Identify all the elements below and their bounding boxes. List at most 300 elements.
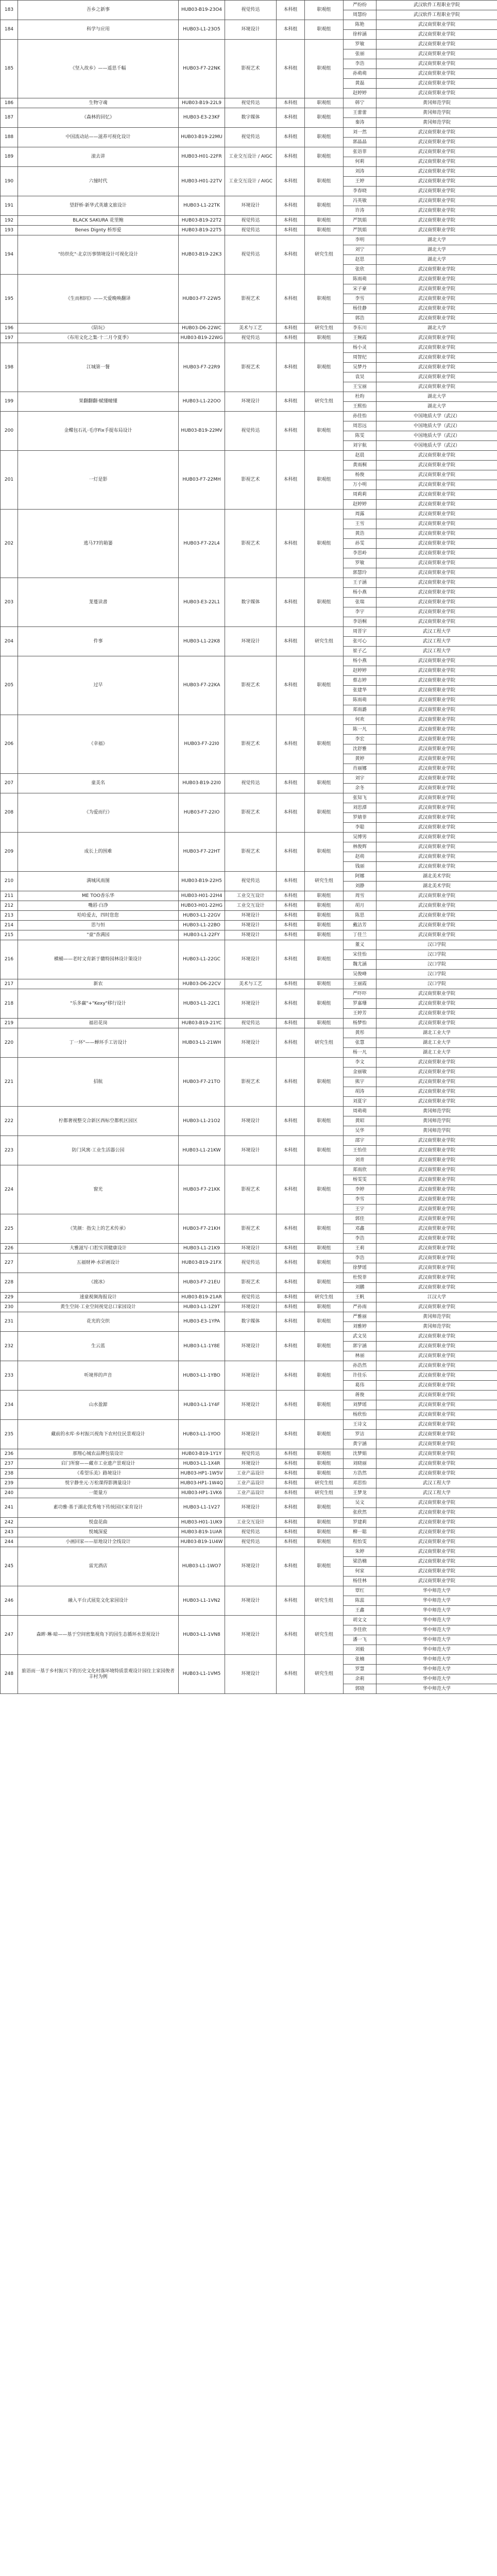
member-school: 武汉商贸职业学院	[376, 1205, 497, 1214]
table-row	[1, 793, 497, 803]
entry-category: 影视艺术	[225, 1273, 277, 1293]
entry-number: 210	[1, 872, 18, 891]
entry-code: HUB03-L1-21WH	[179, 1028, 225, 1058]
member-school: 武汉工程大学	[376, 637, 497, 647]
member-school: 武汉商贸职业学院	[376, 813, 497, 823]
entry-code: HUB03-L1-22TK	[179, 196, 225, 216]
entry-code: HUB03-L1-21KW	[179, 1136, 225, 1165]
table-row	[1, 989, 497, 999]
member-name: 罗敏	[344, 40, 376, 49]
entry-code: HUB03-L1-22C1	[179, 989, 225, 1019]
member-school: 武汉商贸职业学院	[376, 333, 497, 343]
member-name: 李浩	[344, 1253, 376, 1263]
entry-group: 职观组	[305, 1214, 344, 1244]
member-name: 崔子乙	[344, 647, 376, 656]
entry-number: 202	[1, 510, 18, 578]
entry-title: 启门所窗——藏市工业遗产景观设计	[18, 1459, 179, 1469]
entry-number: 240	[1, 1488, 18, 1498]
entry-title: 《生而相同》——天爱晚唤翻译	[18, 275, 179, 324]
member-name: 李雪	[344, 294, 376, 304]
entry-code: HUB03-H01-1UK9	[179, 1518, 225, 1528]
entry-level: 本科组	[277, 1, 305, 20]
table-row	[1, 20, 497, 30]
entry-category: 视觉传达	[225, 1528, 277, 1537]
entry-category: 视觉传达	[225, 1293, 277, 1302]
entry-number: 195	[1, 275, 18, 324]
entry-code: HUB03-F7-22NK	[179, 40, 225, 98]
entry-category: 影视艺术	[225, 1165, 277, 1214]
entry-number: 232	[1, 1332, 18, 1361]
member-school: 黄冈师范学院	[376, 98, 497, 108]
member-name: 魏尤涵	[344, 960, 376, 970]
member-school: 武汉商贸职业学院	[376, 989, 497, 999]
entry-number: 235	[1, 1420, 18, 1449]
member-school: 武汉商贸职业学院	[376, 382, 497, 392]
entry-code: HUB03-L1-1VN2	[179, 1586, 225, 1616]
entry-group: 职观组	[305, 1469, 344, 1479]
entry-code: HUB03-F7-22IO	[179, 793, 225, 833]
member-school: 武汉商贸职业学院	[376, 1577, 497, 1586]
member-name: 朱婷	[344, 1547, 376, 1557]
member-school: 武汉商贸职业学院	[376, 519, 497, 529]
member-school: 武汉商贸职业学院	[376, 1283, 497, 1293]
entry-group: 职观组	[305, 774, 344, 793]
entry-code: HUB03-D6-22CV	[179, 979, 225, 989]
entry-code: HUB03-F7-21TO	[179, 1058, 225, 1107]
member-school: 武汉商贸职业学院	[376, 842, 497, 852]
entry-level: 本科组	[277, 940, 305, 979]
entry-number: 196	[1, 324, 18, 333]
member-school: 武汉商贸职业学院	[376, 656, 497, 666]
entry-group: 职观组	[305, 128, 344, 147]
member-name: 张慧	[344, 1038, 376, 1048]
entry-title: 《陪玩》	[18, 324, 179, 333]
entry-category: 视觉传达	[225, 1253, 277, 1273]
entry-level: 本科组	[277, 1518, 305, 1528]
member-name: 孙浩然	[344, 1361, 376, 1371]
entry-title: 中国流动站——滋养可视化设计	[18, 128, 179, 147]
entry-code: HUB03-L1-22K8	[179, 627, 225, 656]
member-name: 刘青	[344, 1156, 376, 1165]
entry-level: 本科组	[277, 1498, 305, 1518]
entry-title: 山水盈源	[18, 1391, 179, 1420]
entry-group: 职观组	[305, 510, 344, 578]
member-school: 武汉商贸职业学院	[376, 1371, 497, 1381]
member-name: 严吓吓	[344, 989, 376, 999]
entry-number: 191	[1, 196, 18, 216]
member-name: 罗洁	[344, 1430, 376, 1439]
entry-group: 职观组	[305, 167, 344, 196]
member-school: 武汉商贸职业学院	[376, 1146, 497, 1156]
entry-level: 本科组	[277, 1391, 305, 1420]
member-school: 中国地质大学（武汉）	[376, 431, 497, 441]
member-school: 武汉商贸职业学院	[376, 911, 497, 921]
entry-title: Benes Dignty 桥形爱	[18, 226, 179, 235]
member-name: 王梦龙	[344, 1488, 376, 1498]
table-row	[1, 1244, 497, 1253]
entry-title: 嘴唇·白净	[18, 901, 179, 911]
member-name: 李东川	[344, 324, 376, 333]
entry-level: 本科组	[277, 1273, 305, 1293]
member-school: 武汉工程大学	[376, 647, 497, 656]
entry-category: 美术与工艺	[225, 324, 277, 333]
entry-number: 222	[1, 1107, 18, 1136]
entry-code: HUB03-B19-22H5	[179, 872, 225, 891]
member-school: 湖北大学	[376, 255, 497, 265]
member-name: 林丽	[344, 1351, 376, 1361]
member-name: 丁佳兰	[344, 930, 376, 940]
entry-level: 本科组	[277, 108, 305, 128]
member-name: 周思远	[344, 421, 376, 431]
entry-category: 工业交互设计	[225, 901, 277, 911]
member-name: 蒋俊	[344, 1391, 376, 1400]
member-name: 张丽	[344, 49, 376, 59]
entry-group: 研究生组	[305, 1028, 344, 1058]
entry-level: 本科组	[277, 226, 305, 235]
entry-category: 工业产品设计	[225, 1469, 277, 1479]
entry-number: 188	[1, 128, 18, 147]
entry-category: 视觉传达	[225, 216, 277, 226]
table-row	[1, 98, 497, 108]
member-name: 杨小灵	[344, 343, 376, 353]
entry-level: 本科组	[277, 1253, 305, 1273]
member-name: 严凯娟	[344, 226, 376, 235]
member-school: 武汉商贸职业学院	[376, 40, 497, 49]
member-school: 武汉商贸职业学院	[376, 1058, 497, 1067]
member-school: 湖北工业大学	[376, 1048, 497, 1058]
member-name: 杨俊	[344, 470, 376, 480]
member-school: 武汉商贸职业学院	[376, 588, 497, 598]
entry-group: 职观组	[305, 930, 344, 940]
member-name: 刘宇	[344, 774, 376, 784]
entry-level: 本科组	[277, 128, 305, 147]
entry-group: 职观组	[305, 98, 344, 108]
table-row	[1, 1028, 497, 1038]
entry-number: 189	[1, 147, 18, 167]
entry-title: 招航	[18, 1058, 179, 1107]
member-name: 周智纪	[344, 353, 376, 363]
member-school: 黄冈师范学院	[376, 1107, 497, 1116]
entry-category: 视觉传达	[225, 235, 277, 275]
table-row	[1, 656, 497, 666]
entry-code: HUB03-H01-22TV	[179, 167, 225, 196]
member-name: 王蕾蕾	[344, 108, 376, 118]
member-school: 武汉商贸职业学院	[376, 226, 497, 235]
entry-category: 环境设计	[225, 1107, 277, 1136]
entry-category: 环境设计	[225, 930, 277, 940]
member-school: 武汉商贸职业学院	[376, 500, 497, 510]
table-row	[1, 1547, 497, 1557]
entry-number: 207	[1, 774, 18, 793]
entry-number: 216	[1, 940, 18, 979]
entry-title: 丁一环"——蝉环手工访设计	[18, 1028, 179, 1058]
member-name: 王诗文	[344, 1420, 376, 1430]
member-school: 武汉商贸职业学院	[376, 539, 497, 549]
entry-title: 窗光	[18, 1165, 179, 1214]
member-school: 汉口学院	[376, 970, 497, 979]
table-row	[1, 275, 497, 284]
member-school: 武汉商贸职业学院	[376, 1097, 497, 1107]
entry-title: 《坚入故乡》——遥思千幅	[18, 40, 179, 98]
entry-code: HUB03-HP1-1VK6	[179, 1488, 225, 1498]
entry-number: 223	[1, 1136, 18, 1165]
entry-title: 新农	[18, 979, 179, 989]
member-school: 黄冈师范学院	[376, 1126, 497, 1136]
member-school: 湖北美术学院	[376, 872, 497, 882]
entry-group: 职观组	[305, 1253, 344, 1273]
member-name: 覃红	[344, 1586, 376, 1596]
member-school: 武汉商贸职业学院	[376, 784, 497, 793]
member-school: 武汉商贸职业学院	[376, 617, 497, 627]
entry-group: 职观组	[305, 911, 344, 921]
entry-category: 环境设计	[225, 1332, 277, 1361]
member-name: 陈蕊	[344, 1596, 376, 1606]
entry-number: 186	[1, 98, 18, 108]
member-name: 熊宇	[344, 1077, 376, 1087]
entry-group: 职观组	[305, 901, 344, 911]
entry-group: 职观组	[305, 216, 344, 226]
entry-title: 《为爱而行》	[18, 793, 179, 833]
entry-level: 本科组	[277, 901, 305, 911]
member-name: 陈雨萌	[344, 696, 376, 705]
member-name: 张可心	[344, 637, 376, 647]
entry-level: 本科组	[277, 147, 305, 167]
entry-number: 238	[1, 1469, 18, 1479]
member-school: 武汉商贸职业学院	[376, 304, 497, 314]
entry-number: 234	[1, 1391, 18, 1420]
entry-level: 本科组	[277, 216, 305, 226]
entry-level: 本科组	[277, 1028, 305, 1058]
table-row	[1, 1479, 497, 1488]
entry-level: 本科组	[277, 1459, 305, 1469]
table-row	[1, 1420, 497, 1430]
table-row	[1, 1136, 497, 1146]
member-name: 何欢	[344, 715, 376, 725]
table-row	[1, 1107, 497, 1116]
entry-group: 职观组	[305, 921, 344, 930]
member-school: 武汉商贸职业学院	[376, 1234, 497, 1244]
entry-code: HUB03-L1-22OO	[179, 392, 225, 412]
entry-group: 职观组	[305, 1165, 344, 1214]
member-school: 武汉商贸职业学院	[376, 852, 497, 862]
member-school: 武汉商贸职业学院	[376, 676, 497, 686]
entry-code: HUB03-L1-21O2	[179, 1107, 225, 1136]
entry-number: 243	[1, 1528, 18, 1537]
entry-category: 工业产品设计	[225, 1488, 277, 1498]
entry-level: 本科组	[277, 578, 305, 627]
member-name: 杨欣怡	[344, 1410, 376, 1420]
entry-group: 职观组	[305, 40, 344, 98]
entry-group: 职观组	[305, 1273, 344, 1293]
entry-level: 本科组	[277, 1302, 305, 1312]
member-school: 武汉商贸职业学院	[376, 598, 497, 607]
entry-title: 吾乡之新事	[18, 1, 179, 20]
entry-group: 研究生组	[305, 235, 344, 275]
member-school: 武汉商贸职业学院	[376, 196, 497, 206]
entry-level: 本科组	[277, 1244, 305, 1253]
table-row	[1, 979, 497, 989]
member-school: 武汉商贸职业学院	[376, 265, 497, 275]
entry-title: 小画回家——原地设计全线设计	[18, 1537, 179, 1547]
entry-level: 本科组	[277, 793, 305, 833]
entry-group: 职观组	[305, 333, 344, 343]
entry-group: 职观组	[305, 1547, 344, 1586]
member-name: 刘思潭	[344, 803, 376, 813]
table-row	[1, 1616, 497, 1625]
member-name: 余冬	[344, 784, 376, 793]
member-school: 武汉商贸职业学院	[376, 921, 497, 930]
member-school: 武汉商贸职业学院	[376, 930, 497, 940]
member-name: 张知飞	[344, 793, 376, 803]
member-school: 武汉商贸职业学院	[376, 157, 497, 167]
entry-category: 环境设计	[225, 20, 277, 40]
entry-code: HUB03-L1-1YOO	[179, 1420, 225, 1449]
entry-number: 211	[1, 891, 18, 901]
member-name: 董义	[344, 940, 376, 950]
entry-level: 本科组	[277, 1361, 305, 1391]
entry-level: 本科组	[277, 98, 305, 108]
entry-title: "童"香满园	[18, 930, 179, 940]
entry-title: 金蝶包石礼·毛序Fix手提布局设计	[18, 412, 179, 451]
member-school: 武汉商贸职业学院	[376, 1351, 497, 1361]
entry-number: 221	[1, 1058, 18, 1107]
table-row	[1, 1459, 497, 1469]
member-school: 武汉商贸职业学院	[376, 715, 497, 725]
entries-table-body	[1, 1, 497, 1694]
entry-group: 职观组	[305, 275, 344, 324]
member-name: 陈艳	[344, 20, 376, 30]
member-school: 华中师范大学	[376, 1645, 497, 1655]
member-name: 张欣	[344, 265, 376, 275]
entry-level: 本科组	[277, 1616, 305, 1655]
entry-category: 环境设计	[225, 627, 277, 656]
member-name: 刘鹏	[344, 1283, 376, 1293]
table-row	[1, 128, 497, 138]
entry-code: HUB03-L1-1X4R	[179, 1459, 225, 1469]
entry-title: 《渡冰》	[18, 1273, 179, 1293]
entry-code: HUB03-E3-22L1	[179, 578, 225, 627]
member-school: 武汉商贸职业学院	[376, 1528, 497, 1537]
member-school: 黄冈师范学院	[376, 1322, 497, 1332]
entry-level: 本科组	[277, 40, 305, 98]
table-row	[1, 1165, 497, 1175]
entry-code: HUB03-B19-21AR	[179, 1293, 225, 1302]
entry-number: 233	[1, 1361, 18, 1391]
entry-title: 一灯是影	[18, 451, 179, 510]
member-school: 武汉商贸职业学院	[376, 187, 497, 196]
member-name: 郑雨潞	[344, 705, 376, 715]
entry-number: 201	[1, 451, 18, 510]
entry-group: 职观组	[305, 196, 344, 216]
entry-level: 本科组	[277, 1479, 305, 1488]
member-name: 刘宇航	[344, 441, 376, 451]
member-name: 赵婷婷	[344, 89, 376, 98]
entry-number: 245	[1, 1547, 18, 1586]
entry-group: 研究生组	[305, 627, 344, 656]
table-row	[1, 1488, 497, 1498]
member-name: 刘晓丽	[344, 1459, 376, 1469]
entry-level: 本科组	[277, 392, 305, 412]
member-school: 湖北大学	[376, 245, 497, 255]
entry-level: 本科组	[277, 451, 305, 510]
entry-level: 本科组	[277, 275, 305, 324]
entry-number: 209	[1, 833, 18, 872]
entry-code: HUB03-B19-22T2	[179, 216, 225, 226]
table-row	[1, 510, 497, 519]
member-name: 李思岭	[344, 549, 376, 558]
entry-level: 本科组	[277, 1019, 305, 1028]
member-school: 武汉商贸职业学院	[376, 1342, 497, 1351]
entry-category: 工业交互设计 / AIGC	[225, 147, 277, 167]
member-school: 武汉商贸职业学院	[376, 666, 497, 676]
entry-code: HUB03-B19-22L9	[179, 98, 225, 108]
member-school: 武汉商贸职业学院	[376, 490, 497, 500]
entry-code: HUB03-B19-22WG	[179, 333, 225, 343]
table-row	[1, 333, 497, 343]
member-school: 湖北大学	[376, 392, 497, 402]
member-school: 武汉商贸职业学院	[376, 607, 497, 617]
member-school: 武汉商贸职业学院	[376, 167, 497, 177]
entry-category: 环境设计	[225, 1244, 277, 1253]
member-school: 武汉商贸职业学院	[376, 470, 497, 480]
member-name: 葛伟	[344, 1381, 376, 1391]
member-school: 武汉工程大学	[376, 1488, 497, 1498]
entry-level: 本科组	[277, 1136, 305, 1165]
entry-level: 本科组	[277, 324, 305, 333]
entry-number: 224	[1, 1165, 18, 1214]
entry-title: 六憧时代	[18, 167, 179, 196]
table-row	[1, 930, 497, 940]
entry-title: 科学与应用	[18, 20, 179, 40]
member-name: 刘宁	[344, 245, 376, 255]
entry-category: 影视艺术	[225, 275, 277, 324]
entry-level: 本科组	[277, 1547, 305, 1586]
member-name: 黄宇涵	[344, 1439, 376, 1449]
entry-title: 雷光酒店	[18, 1547, 179, 1586]
member-name: 王雪	[344, 519, 376, 529]
entry-category: 环境设计	[225, 1420, 277, 1449]
member-name: 梁浩楠	[344, 1557, 376, 1567]
member-name: 王子涵	[344, 578, 376, 588]
entry-number: 212	[1, 901, 18, 911]
member-school: 武汉商贸职业学院	[376, 59, 497, 69]
member-name: 杨一凡	[344, 1048, 376, 1058]
entry-category: 环境设计	[225, 392, 277, 412]
table-row	[1, 911, 497, 921]
member-school: 中国地质大学（武汉）	[376, 421, 497, 431]
member-name: 王丽霞	[344, 979, 376, 989]
entry-level: 本科组	[277, 1586, 305, 1616]
entry-level: 本科组	[277, 196, 305, 216]
entry-group: 职观组	[305, 979, 344, 989]
member-school: 湖北大学	[376, 402, 497, 412]
entry-number: 219	[1, 1019, 18, 1028]
entry-category: 环境设计	[225, 1028, 277, 1058]
member-name: 戴洁芳	[344, 921, 376, 930]
member-name: 王莉	[344, 1244, 376, 1253]
entry-number: 213	[1, 911, 18, 921]
entry-category: 影视艺术	[225, 40, 277, 98]
table-row	[1, 774, 497, 784]
entry-level: 本科组	[277, 1449, 305, 1459]
member-school: 武汉商贸职业学院	[376, 30, 497, 40]
member-name: 李宇	[344, 607, 376, 617]
entry-category: 工业交互设计	[225, 891, 277, 901]
entry-category: 数字媒体	[225, 108, 277, 128]
entry-category: 环境设计	[225, 921, 277, 930]
member-school: 武汉商贸职业学院	[376, 1439, 497, 1449]
member-school: 武汉商贸职业学院	[376, 764, 497, 774]
